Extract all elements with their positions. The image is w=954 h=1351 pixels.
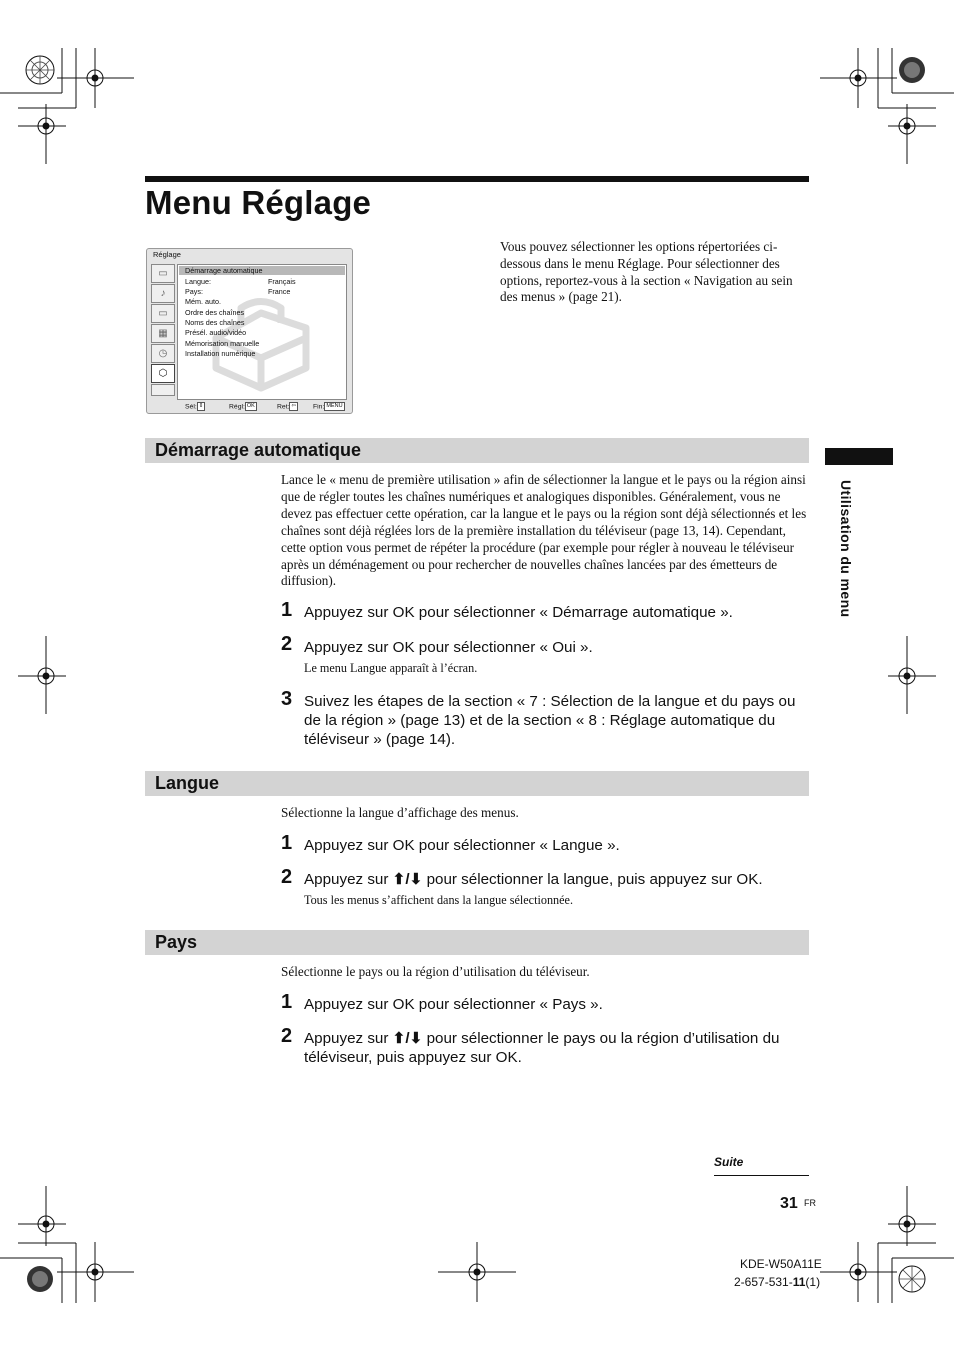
side-tab-label: Utilisation du menu (838, 480, 854, 618)
document-code: 2-657-531-11(1) (734, 1275, 821, 1289)
tv-item-pays: Pays: (185, 287, 203, 296)
step-number: 1 (281, 832, 293, 854)
menu-key-icon: MENU (326, 403, 343, 409)
page-title: Menu Réglage (145, 184, 372, 221)
step-text: Appuyez sur OK pour sélectionner « Langue ». (304, 837, 620, 854)
continued-label: Suite (714, 1155, 744, 1169)
tv-item-mem-auto: Mém. auto. (185, 297, 221, 306)
menu-icon-sound: ♪ (151, 284, 175, 303)
tv-item-presel: Présél. audio/vidéo (185, 328, 247, 337)
tv-value-pays: France (268, 287, 291, 296)
step-text: Appuyez sur OK pour sélectionner « Oui ». (304, 639, 593, 656)
up-down-arrow-icon: ⬆/⬇ (392, 1030, 423, 1047)
ok-key-icon: OK (246, 403, 255, 409)
step-text: Appuyez sur ⬆/⬇ pour sélectionner la langue, puis appuyez sur OK. (304, 871, 763, 888)
tv-menu-title: Réglage (153, 250, 181, 259)
demarrage-description: Lance le « menu de première utilisation » afin de sélectionner la langue et le pays ou la région ainsi que de régler toutes les chaînes numériques et analogiques disponibles. Généralement, vous ne devez pas effectuer cette opération, car la langue et le pays ou la région sont déjà sélectionnés et les chaînes sont déjà réglées lors de la première installation du téléviseur (page 13, 14). Cependant, cette option vous permet de répéter la procédure (par exemple pour régler à nouveau le téléviseur après un déménagement ou pour rechercher de nouvelles chaînes lancées par des émetteurs de diffusion). (281, 472, 807, 589)
tv-value-langue: Français (268, 277, 296, 286)
menu-icon-blank (151, 384, 175, 396)
tv-menu-panel (177, 264, 347, 400)
tv-item-langue: Langue: (185, 277, 211, 286)
title-rule (145, 176, 809, 182)
menu-icon-screen: ▭ (151, 304, 175, 323)
tv-item-noms: Noms des chaînes (185, 318, 245, 327)
step-note: Tous les menus s’affichent dans la langue sélectionnée. (304, 893, 573, 907)
tv-item-memorisation: Mémorisation manuelle (185, 339, 260, 348)
tv-menu-screenshot (146, 248, 353, 414)
model-number: KDE-W50A11E (740, 1257, 822, 1271)
menu-icon-setup: ⬡ (151, 364, 175, 383)
section-heading-pays: Pays (145, 930, 809, 955)
step-note: Le menu Langue apparaît à l’écran. (304, 661, 478, 675)
section-heading-demarrage: Démarrage automatique (145, 438, 809, 463)
step-number: 2 (281, 633, 293, 655)
up-down-arrow-icon: ⬆/⬇ (392, 871, 423, 888)
side-tab-marker (825, 448, 893, 465)
intro-paragraph: Vous pouvez sélectionner les options répertoriées ci-dessous dans le menu Réglage. Pour sélectionner des options, reportez-vous à la section « Navigation au sein des menus » (page 21). (500, 239, 793, 305)
step-text: Appuyez sur ⬆/⬇ pour sélectionner le pays ou la région d’utilisation du téléviseur, puis appuyez sur OK. (304, 1030, 780, 1067)
step-number: 3 (281, 688, 293, 710)
tv-footer-sel: Sél: ⇕ (185, 403, 204, 411)
page-number: 31 (780, 1195, 798, 1212)
step-number: 2 (281, 1025, 293, 1047)
section-heading-langue: Langue (145, 771, 809, 796)
pays-description: Sélectionne le pays ou la région d’utilisation du téléviseur. (281, 964, 590, 979)
step-number: 1 (281, 991, 293, 1013)
updown-key-icon: ⇕ (198, 403, 204, 409)
toolbox-watermark-icon (206, 283, 316, 393)
tv-footer-regl: Régl: OK (229, 403, 255, 411)
menu-icon-picture: ▭ (151, 264, 175, 283)
step-text: Appuyez sur OK pour sélectionner « Pays ». (304, 996, 603, 1013)
tv-footer-fin: Fin: MENU (313, 403, 343, 411)
tv-item-installation: Installation numérique (185, 349, 256, 358)
step-number: 2 (281, 866, 293, 888)
continued-rule (714, 1175, 809, 1176)
menu-icon-features: ▦ (151, 324, 175, 343)
langue-description: Sélectionne la langue d’affichage des menus. (281, 805, 519, 820)
step-text: Appuyez sur OK pour sélectionner « Démarrage automatique ». (304, 604, 733, 621)
step-text: Suivez les étapes de la section « 7 : Sélection de la langue et du pays ou de la région » (page 13) et de la section « 8 : Réglage automatique du téléviseur » (page 14). (304, 693, 796, 749)
back-key-icon: ⇦ (291, 403, 297, 409)
menu-icon-timer: ◷ (151, 344, 175, 363)
step-number: 1 (281, 599, 293, 621)
tv-item-ordre: Ordre des chaînes (185, 308, 245, 317)
tv-item-demarrage: Démarrage automatique (179, 266, 345, 275)
page-language: FR (804, 1198, 816, 1208)
tv-footer-ret: Ret: ⇦ (277, 403, 297, 411)
